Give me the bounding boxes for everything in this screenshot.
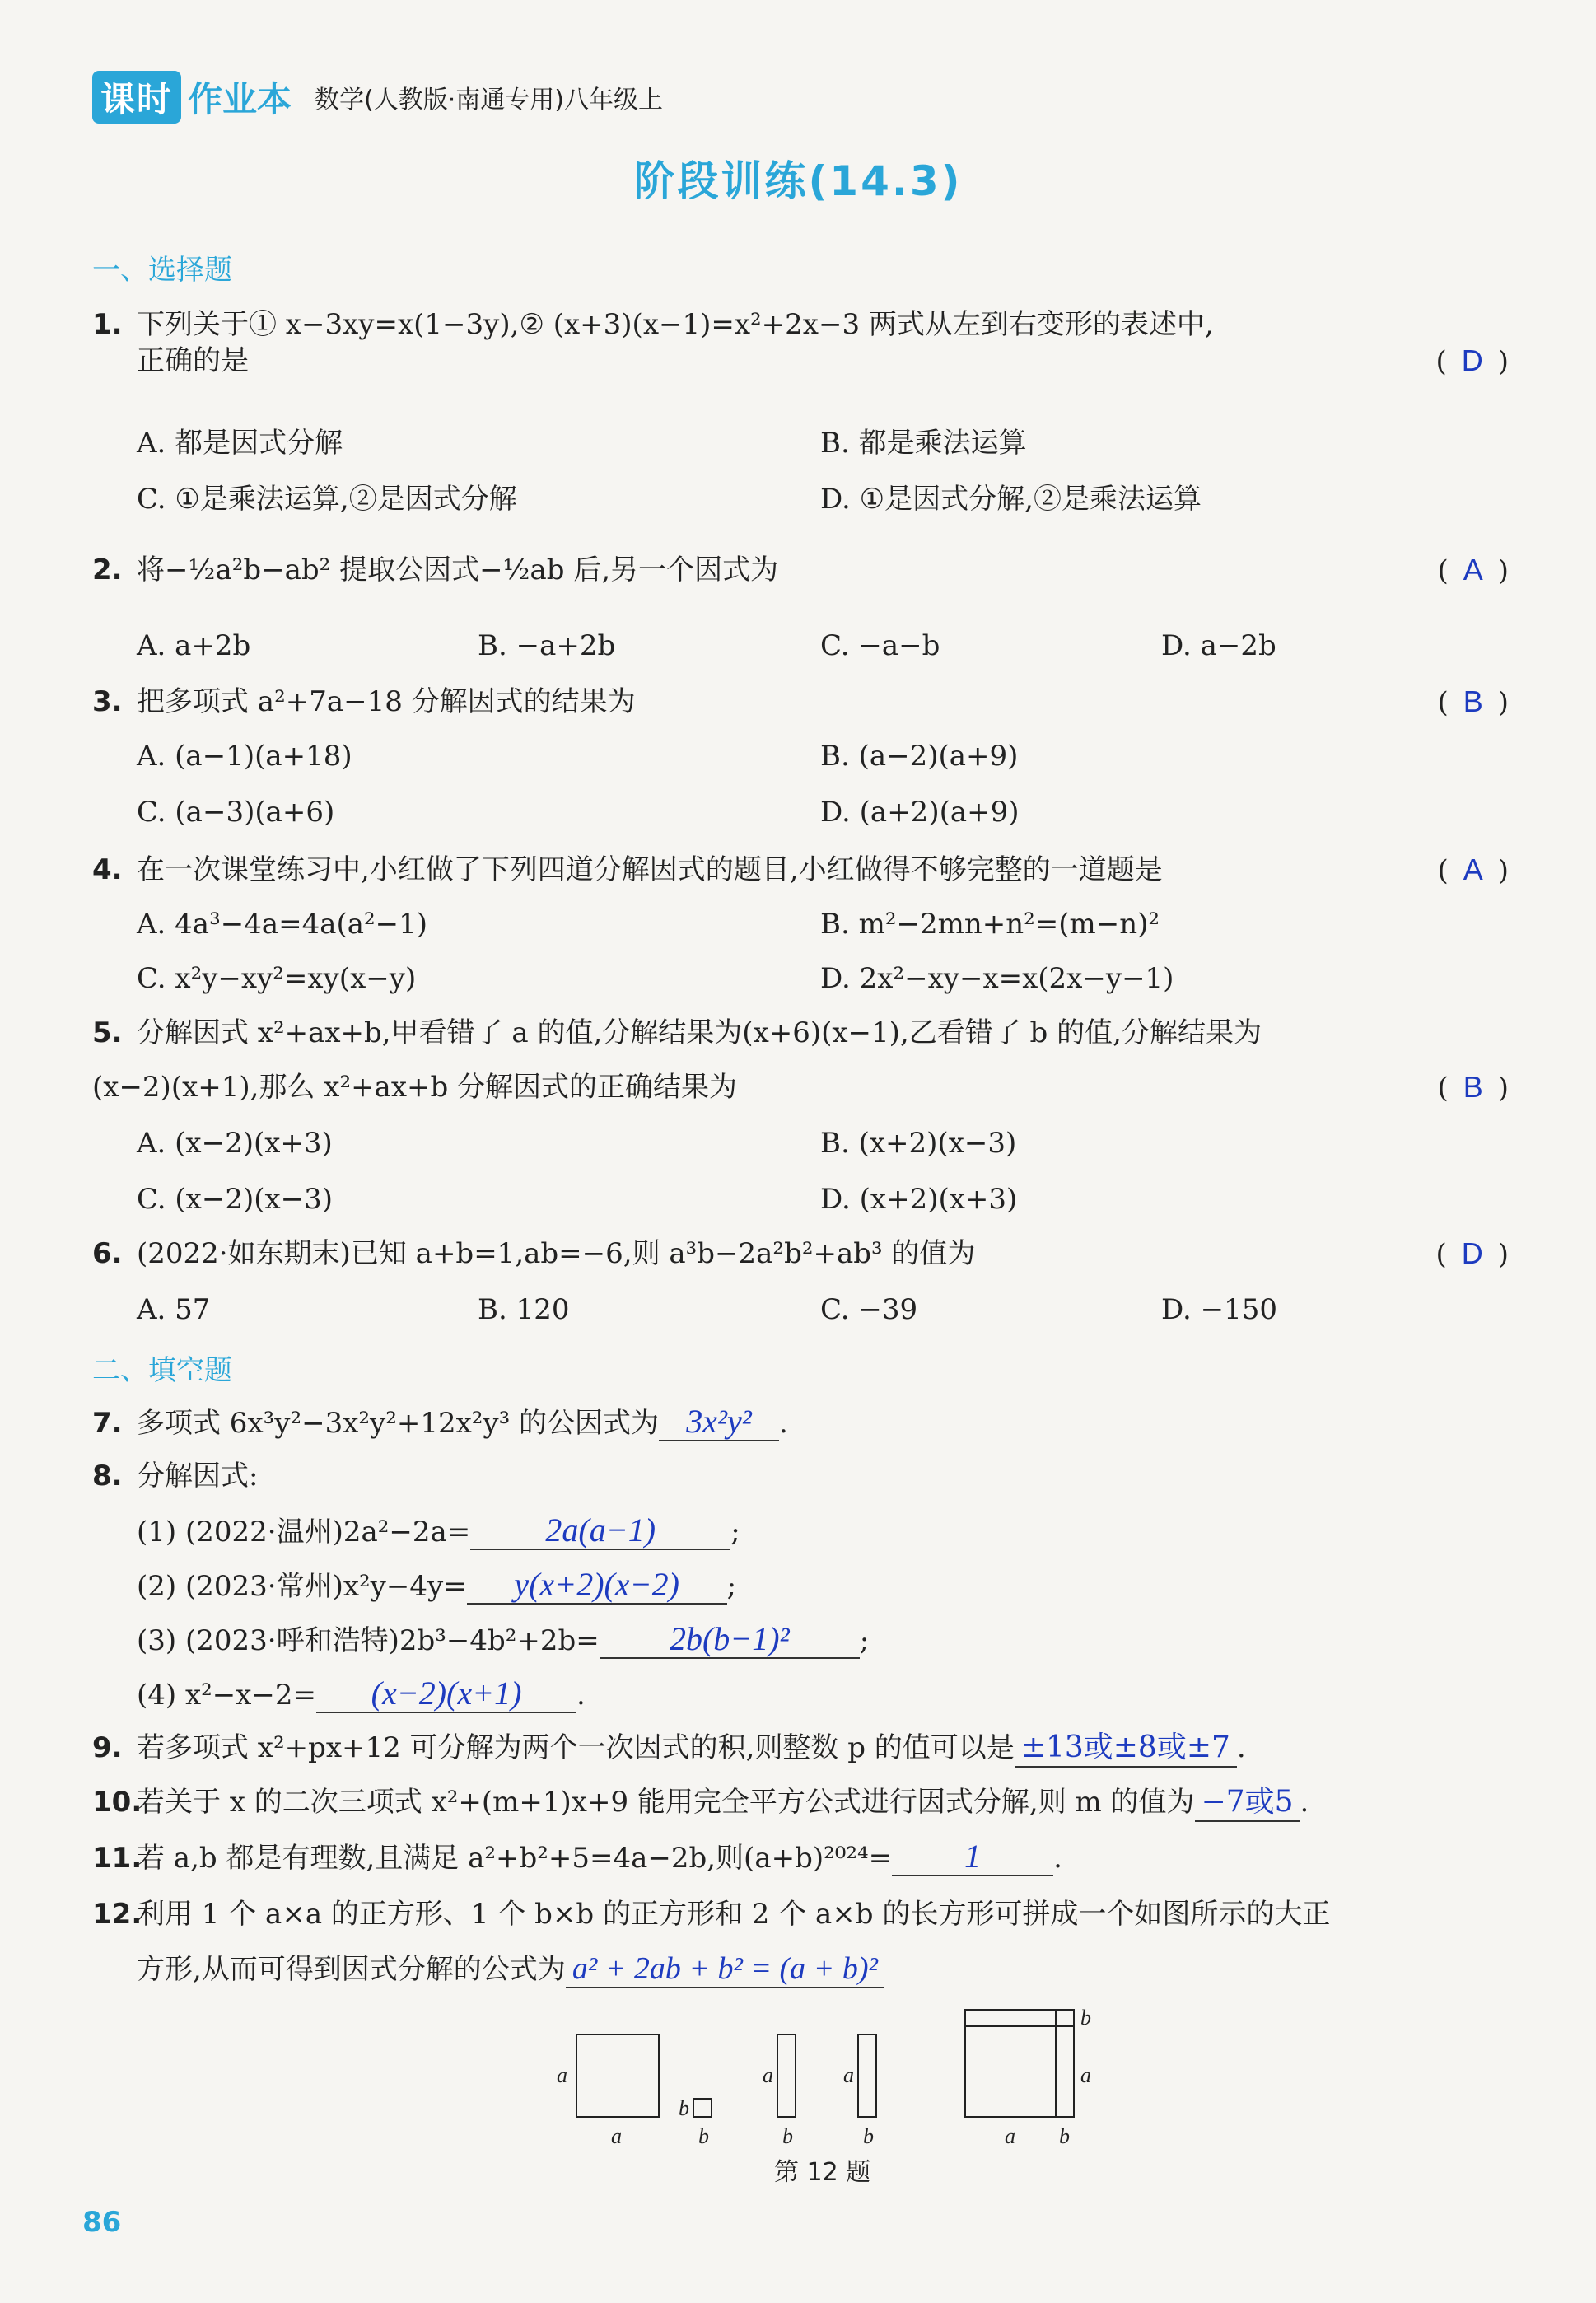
question-number: 9. — [92, 1731, 123, 1764]
option-c: C. −a−b — [820, 629, 940, 662]
square-a — [576, 2034, 659, 2117]
subquestion-8-2: (2) (2023·常州)x²y−4y= y(x+2)(x−2) ; — [92, 1567, 1509, 1605]
logo: 课时 — [92, 71, 181, 124]
question-text: (2022·如东期末)已知 a+b=1,ab=−6,则 a³b−2a²b²+ab³ 的值为 — [137, 1237, 976, 1270]
fig-label: b — [1059, 2124, 1070, 2148]
answer-blank: 2b(b−1)² — [600, 1621, 860, 1659]
answer-bracket: ( D ) — [1435, 1236, 1509, 1271]
option-a: A. a+2b — [137, 629, 251, 662]
answer-bracket: ( A ) — [1437, 553, 1509, 587]
rect-ab-2 — [858, 2034, 876, 2117]
question-6 — [92, 1236, 1509, 1272]
page-number: 86 — [82, 2206, 122, 2239]
answer: B — [1463, 684, 1483, 718]
option-d: D. ①是因式分解,②是乘法运算 — [820, 483, 1202, 516]
answer: A — [1463, 853, 1483, 886]
fig-label: b — [1080, 2006, 1091, 2030]
option-d: D. −150 — [1161, 1293, 1278, 1326]
fig-label: a — [611, 2124, 622, 2148]
option-a: A. 57 — [137, 1293, 211, 1326]
subquestion-text: (2) (2023·常州)x²y−4y= — [137, 1570, 467, 1603]
question-11: 11.若 a,b 都是有理数,且满足 a²+b²+5=4a−2b,则(a+b)²⁰²⁴= 1 . — [92, 1838, 1062, 1875]
subject-line: 数学(人教版·南通专用)八年级上 — [315, 86, 663, 114]
answer-blank: 1 — [892, 1838, 1053, 1876]
option-d: D. 2x²−xy−x=x(2x−y−1) — [820, 962, 1174, 995]
question-4 — [92, 852, 1509, 888]
fig-label: a — [763, 2063, 773, 2087]
option-d: D. a−2b — [1161, 629, 1276, 662]
section-fill: 二、填空题 — [92, 1354, 232, 1387]
figure-caption: 第 12 题 — [774, 2158, 871, 2187]
answer-blank: 3x²y² — [659, 1404, 779, 1441]
question-text: 在一次课堂练习中,小红做了下列四道分解因式的题目,小红做得不够完整的一道题是 — [137, 853, 1163, 886]
option-c: C. x²y−xy²=xy(x−y) — [137, 962, 417, 995]
subquestion-text: (3) (2023·呼和浩特)2b³−4b²+2b= — [137, 1624, 600, 1657]
question-text: 将−½a²b−ab² 提取公因式−½ab 后,另一个因式为 — [137, 554, 779, 586]
option-a: A. 4a³−4a=4a(a²−1) — [137, 908, 428, 941]
fig-label: a — [1080, 2063, 1091, 2087]
option-b: B. m²−2mn+n²=(m−n)² — [820, 908, 1160, 941]
question-8 — [92, 1458, 1509, 1494]
question-text: 若关于 x 的二次三项式 x²+(m+1)x+9 能用完全平方公式进行因式分解,则 m 的值为 — [137, 1786, 1195, 1819]
question-number: 2. — [92, 554, 123, 586]
question-number: 5. — [92, 1016, 123, 1049]
option-b: B. −a+2b — [478, 629, 616, 662]
square-b — [693, 2099, 712, 2117]
fig-label: b — [679, 2096, 689, 2120]
answer: B — [1463, 1070, 1483, 1104]
fig-label: a — [843, 2063, 854, 2087]
fig-label: a — [557, 2063, 567, 2087]
answer-blank: y(x+2)(x−2) — [467, 1567, 727, 1605]
page-title: 阶段训练(14.3) — [633, 157, 963, 205]
answer-blank: ±13或±8或±7 — [1015, 1730, 1237, 1768]
question-number: 3. — [92, 685, 123, 718]
option-d: D. (x+2)(x+3) — [820, 1183, 1018, 1216]
question-5 — [92, 1015, 1509, 1105]
answer-bracket: ( D ) — [1435, 343, 1509, 378]
option-c: C. ①是乘法运算,②是因式分解 — [137, 483, 517, 516]
question-1 — [92, 306, 1509, 379]
option-a: A. (x−2)(x+3) — [137, 1127, 333, 1160]
answer: D — [1461, 1236, 1483, 1270]
option-c: C. −39 — [820, 1293, 918, 1326]
subquestion-text: (4) x²−x−2= — [137, 1679, 317, 1712]
question-number: 4. — [92, 853, 123, 886]
rect-ab-1 — [777, 2034, 796, 2117]
question-text: (x−2)(x+1),那么 x²+ax+b 分解因式的正确结果为 — [92, 1071, 738, 1104]
question-number: 1. — [92, 308, 123, 341]
option-b: B. (a−2)(a+9) — [820, 740, 1019, 773]
option-a: A. 都是因式分解 — [137, 427, 343, 460]
subquestion-text: (1) (2022·温州)2a²−2a= — [137, 1516, 471, 1549]
answer-bracket: ( A ) — [1437, 853, 1509, 887]
question-text: 分解因式 x²+ax+b,甲看错了 a 的值,分解结果为(x+6)(x−1),乙看错了 b 的值,分解结果为 — [137, 1016, 1262, 1049]
header — [92, 72, 663, 122]
subquestion-8-3: (3) (2023·呼和浩特)2b³−4b²+2b= 2b(b−1)² ; — [92, 1621, 1509, 1659]
question-text: 把多项式 a²+7a−18 分解因式的结果为 — [137, 685, 636, 718]
question-text: 分解因式: — [137, 1460, 259, 1493]
option-d: D. (a+2)(a+9) — [820, 796, 1020, 829]
question-number: 12. — [92, 1898, 142, 1931]
question-12 — [92, 1896, 1509, 1988]
option-c: C. (a−3)(a+6) — [137, 796, 335, 829]
answer-blank: 2a(a−1) — [470, 1512, 730, 1550]
question-7: 7. 多项式 6x³y²−3x²y²+12x²y³ 的公因式为 3x²y² . — [92, 1403, 788, 1440]
fig-label: a — [1005, 2124, 1015, 2148]
question-text: 方形,从而可得到因式分解的公式为 — [137, 1953, 566, 1986]
answer-bracket: ( B ) — [1437, 684, 1509, 719]
answer-blank: a² + 2ab + b² = (a + b)² — [566, 1950, 884, 1988]
option-c: C. (x−2)(x−3) — [137, 1183, 334, 1216]
subquestion-8-1: (1) (2022·温州)2a²−2a= 2a(a−1) ; — [92, 1512, 1509, 1550]
section-choice: 一、选择题 — [92, 254, 232, 287]
answer-bracket: ( B ) — [1437, 1070, 1509, 1105]
option-b: B. 都是乘法运算 — [820, 427, 1027, 460]
question-number: 10. — [92, 1786, 142, 1819]
question-text: 下列关于① x−3xy=x(1−3y),② (x+3)(x−1)=x²+2x−3 两式从左到右变形的表述中, — [137, 308, 1214, 341]
question-number: 11. — [92, 1842, 142, 1875]
subquestion-8-4: (4) x²−x−2= (x−2)(x+1) . — [92, 1675, 1509, 1713]
brand-name: 作业本 — [188, 79, 292, 119]
answer: D — [1461, 343, 1483, 377]
fig-label: b — [782, 2124, 793, 2148]
question-number: 8. — [92, 1460, 123, 1493]
answer: A — [1463, 553, 1483, 586]
question-2 — [92, 552, 1509, 588]
question-9: 9. 若多项式 x²+px+12 可分解为两个一次因式的积,则整数 p 的值可以是 ±13或±8或±7 . — [92, 1730, 1509, 1768]
fig-label: b — [863, 2124, 874, 2148]
question-10: 10.若关于 x 的二次三项式 x²+(m+1)x+9 能用完全平方公式进行因式分解,则 m 的值为 −7或5 . — [92, 1784, 1509, 1822]
figure-squares — [535, 1993, 1128, 2158]
option-b: B. 120 — [478, 1293, 570, 1326]
question-text: 利用 1 个 a×a 的正方形、1 个 b×b 的正方形和 2 个 a×b 的长方形可拼成一个如图所示的大正 — [137, 1898, 1331, 1931]
question-text: 正确的是 — [137, 344, 249, 377]
question-3 — [92, 684, 1509, 720]
question-text: 若 a,b 都是有理数,且满足 a²+b²+5=4a−2b,则(a+b)²⁰²⁴= — [137, 1842, 893, 1875]
answer-blank: (x−2)(x+1) — [316, 1675, 576, 1713]
answer-blank: −7或5 — [1195, 1784, 1300, 1822]
option-a: A. (a−1)(a+18) — [137, 740, 352, 773]
question-text: 若多项式 x²+px+12 可分解为两个一次因式的积,则整数 p 的值可以是 — [137, 1731, 1015, 1764]
option-b: B. (x+2)(x−3) — [820, 1127, 1017, 1160]
fig-label: b — [698, 2124, 709, 2148]
question-number: 6. — [92, 1237, 123, 1270]
question-number: 7. — [92, 1407, 123, 1440]
question-text: 多项式 6x³y²−3x²y²+12x²y³ 的公因式为 — [137, 1407, 660, 1440]
